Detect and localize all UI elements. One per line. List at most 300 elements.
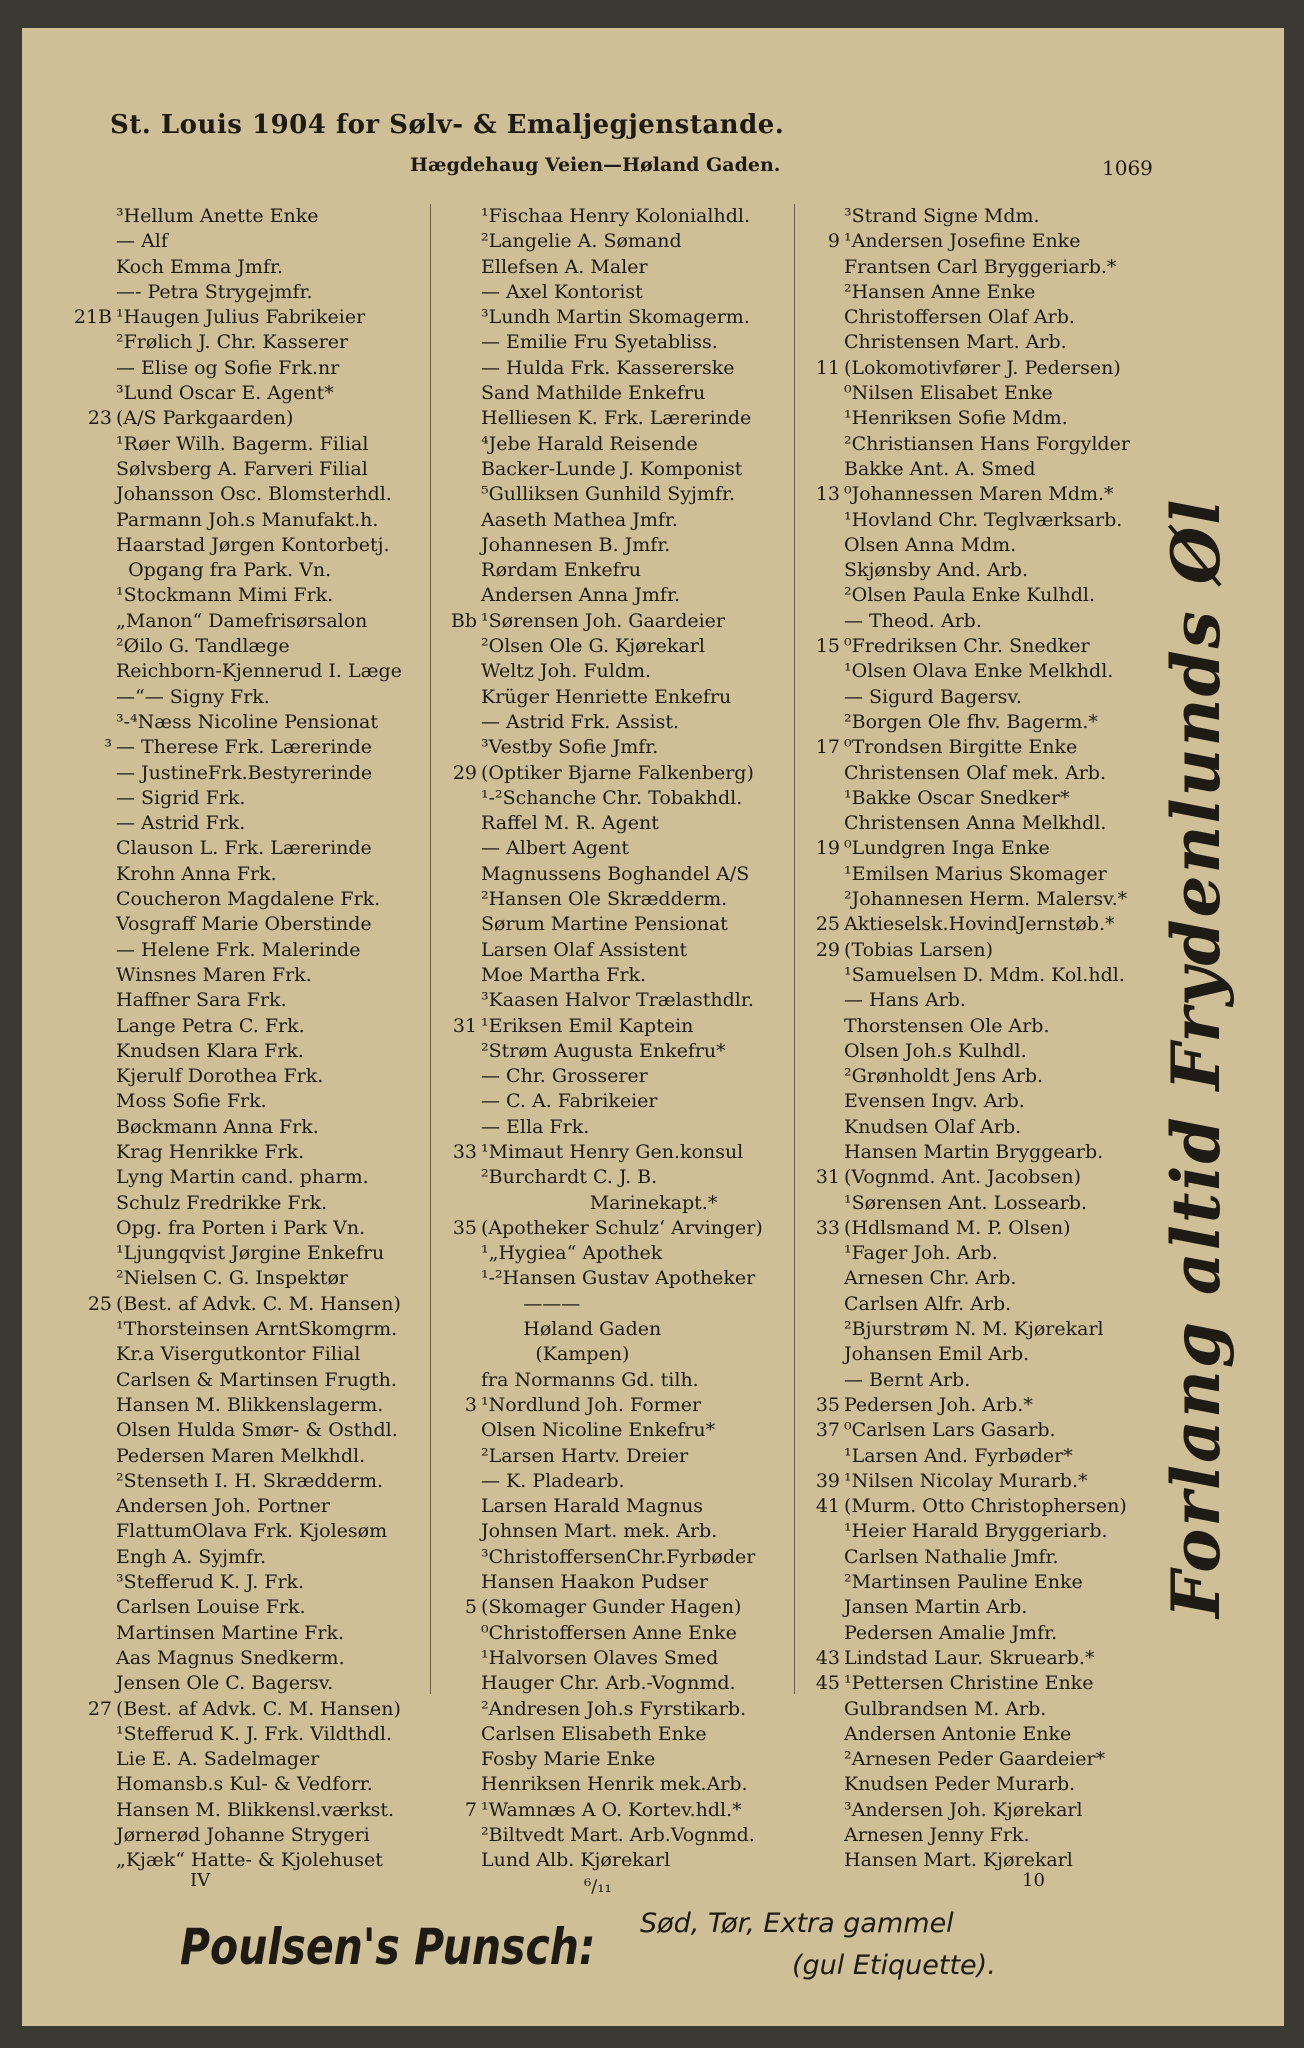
directory-entry	[780, 1292, 1160, 1317]
resident-text: FlattumOlava Frk. Kjolesøm	[116, 1520, 388, 1543]
directory-entry	[417, 1848, 819, 1873]
resident-text: Johnsen Mart. mek. Arb.	[481, 1520, 718, 1543]
directory-entry	[780, 1545, 1160, 1570]
resident-text: ²Johannesen Herm. Malersv.*	[844, 888, 1128, 911]
directory-entry	[417, 1671, 819, 1696]
resident-text: Ellefsen A. Maler	[481, 255, 648, 278]
directory-entry	[52, 1191, 452, 1216]
resident-text: ¹Bakke Oscar Snedker*	[844, 786, 1070, 809]
directory-entry	[780, 938, 1160, 963]
resident-text: Pedersen Amalie Jmfr.	[844, 1621, 1058, 1644]
resident-text: Andersen Antonie Enke	[844, 1722, 1072, 1745]
directory-entry	[780, 988, 1160, 1013]
directory-entry	[417, 229, 819, 254]
directory-entry	[52, 229, 452, 254]
resident-text: ³Lund Oscar E. Agent*	[116, 382, 334, 405]
directory-entry	[417, 609, 819, 634]
resident-text: — Ella Frk.	[481, 1115, 590, 1138]
footer-ad-brand: Poulsen's Punsch:	[180, 1918, 596, 1976]
directory-entry	[52, 1089, 452, 1114]
resident-text: Andersen Joh. Portner	[116, 1495, 330, 1518]
directory-entry	[417, 1165, 819, 1190]
directory-entry	[417, 204, 819, 229]
house-number: 33	[815, 1216, 840, 1239]
resident-text: ¹Olsen Olava Enke Melkhdl.	[844, 660, 1114, 683]
directory-entry	[52, 305, 452, 330]
directory-entry	[780, 457, 1160, 482]
page-number: 1069	[1102, 156, 1153, 180]
resident-text: ¹Sørensen Joh. Gaardeier	[481, 609, 726, 632]
directory-entry	[52, 583, 452, 608]
directory-entry	[780, 685, 1160, 710]
directory-entry	[780, 1266, 1160, 1291]
resident-text: Johannesen B. Jmfr.	[481, 533, 671, 556]
resident-text: Kr.a Visergutkontor Filial	[116, 1343, 361, 1366]
directory-entry	[417, 583, 819, 608]
directory-entry	[780, 1595, 1160, 1620]
resident-text: ⁰Trondsen Birgitte Enke	[844, 736, 1078, 759]
directory-entry	[780, 836, 1160, 861]
resident-text: — Alf	[116, 230, 168, 253]
resident-text: ²Larsen Hartv. Dreier	[481, 1444, 689, 1467]
directory-entry	[52, 280, 452, 305]
house-number: 21B	[73, 306, 112, 329]
resident-text: — Astrid Frk.	[116, 812, 246, 835]
directory-entry	[417, 1747, 819, 1772]
resident-text: Christoffersen Olaf Arb.	[844, 306, 1075, 329]
directory-entry	[417, 659, 819, 684]
directory-entry	[417, 1646, 819, 1671]
resident-text: ²Nielsen C. G. Inspektør	[116, 1267, 348, 1290]
directory-entry	[52, 330, 452, 355]
directory-entry	[780, 1216, 1160, 1241]
directory-entry	[52, 1064, 452, 1089]
resident-text: ⁰Fredriksen Chr. Snedker	[844, 635, 1090, 658]
directory-entry	[417, 862, 819, 887]
resident-text: ²Christiansen Hans Forgylder	[844, 432, 1130, 455]
resident-text: — Emilie Fru Syetabliss.	[481, 331, 718, 354]
resident-text: — Therese Frk. Lærerinde	[116, 736, 373, 759]
resident-text: (A/S Parkgaarden)	[116, 407, 294, 430]
resident-text: Krohn Anna Frk.	[116, 862, 277, 885]
resident-text: — Hans Arb.	[844, 989, 966, 1012]
resident-text: ¹Nilsen Nicolay Murarb.*	[844, 1469, 1088, 1492]
directory-entry	[52, 356, 452, 381]
resident-text: Jansen Martin Arb.	[844, 1596, 1028, 1619]
resident-text: Johansson Osc. Blomsterhdl.	[116, 483, 392, 506]
directory-entry	[52, 406, 452, 431]
directory-entry	[780, 634, 1160, 659]
directory-entry	[417, 887, 819, 912]
resident-text: (Skomager Gunder Hagen)	[481, 1596, 742, 1619]
resident-text: ¹-²Hansen Gustav Apotheker	[481, 1267, 756, 1290]
resident-text: — Chr. Grosserer	[481, 1065, 648, 1088]
directory-entry	[52, 634, 452, 659]
resident-text: Lie E. A. Sadelmager	[116, 1748, 320, 1771]
resident-text: —“— Signy Frk.	[116, 685, 270, 708]
house-number: 23	[87, 407, 112, 430]
resident-text: Carlsen & Martinsen Frugth.	[116, 1368, 397, 1391]
resident-text: ³Stefferud K. J. Frk.	[116, 1571, 305, 1594]
house-number: 9	[827, 230, 840, 253]
directory-entry	[417, 1444, 819, 1469]
resident-text: Christensen Mart. Arb.	[844, 331, 1067, 354]
resident-text: ⁴Jebe Harald Reisende	[481, 432, 698, 455]
resident-text: Knudsen Peder Murarb.	[844, 1773, 1076, 1796]
directory-entry	[52, 1342, 452, 1367]
resident-text: Magnussens Boghandel A/S	[481, 862, 750, 885]
directory-entry	[417, 811, 819, 836]
resident-text: — Theod. Arb.	[844, 609, 982, 632]
resident-text: ²Hansen Ole Skrædderm.	[481, 888, 728, 911]
resident-text: Opgang fra Park. Vn.	[116, 559, 332, 582]
directory-entry	[417, 1595, 819, 1620]
resident-text: Skjønsby And. Arb.	[844, 559, 1028, 582]
directory-entry	[417, 1140, 819, 1165]
directory-entry	[417, 1545, 819, 1570]
resident-text: Vosgraff Marie Oberstinde	[116, 913, 372, 936]
directory-entry	[780, 1697, 1160, 1722]
directory-entry	[417, 912, 819, 937]
resident-text: Hauger Chr. Arb.-Vognmd.	[481, 1672, 736, 1695]
resident-text: ¹Thorsteinsen ArntSkomgrm.	[116, 1318, 398, 1341]
resident-text: Christensen Olaf mek. Arb.	[844, 761, 1106, 784]
resident-text: ¹Hovland Chr. Teglværksarb.	[844, 508, 1123, 531]
resident-text: (Murm. Otto Christophersen)	[844, 1495, 1127, 1518]
directory-entry	[780, 609, 1160, 634]
directory-entry	[52, 1292, 452, 1317]
resident-text: — Sigurd Bagersv.	[844, 685, 1022, 708]
directory-entry	[417, 836, 819, 861]
resident-text: Thorstensen Ole Arb.	[844, 1014, 1050, 1037]
house-number: 3	[464, 1393, 477, 1416]
resident-text: Coucheron Magdalene Frk.	[116, 888, 381, 911]
resident-text: ²Grønholdt Jens Arb.	[844, 1065, 1044, 1088]
directory-entry	[417, 1494, 819, 1519]
house-number: 27	[87, 1697, 112, 1720]
directory-entry	[52, 1140, 452, 1165]
resident-text: Winsnes Maren Frk.	[116, 963, 312, 986]
directory-entry	[52, 685, 452, 710]
resident-text: —- Petra Strygejmfr.	[116, 280, 313, 303]
directory-entry	[52, 1115, 452, 1140]
resident-text: ¹Haugen Julius Fabrikeier	[116, 306, 366, 329]
house-number: 19	[815, 837, 840, 860]
resident-text: Krüger Henriette Enkefru	[481, 685, 732, 708]
resident-text: ³Strand Signe Mdm.	[844, 205, 1040, 227]
directory-column-3	[780, 204, 1160, 1874]
resident-text: ¹Stefferud K. J. Frk. Vildthdl.	[116, 1722, 392, 1745]
directory-entry	[52, 432, 452, 457]
directory-entry	[52, 508, 452, 533]
directory-entry	[780, 1191, 1160, 1216]
footmark-middle: ⁶/₁₁	[584, 1876, 612, 1897]
resident-text: Arnesen Chr. Arb.	[844, 1267, 1017, 1290]
directory-entry	[52, 482, 452, 507]
directory-entry	[780, 1772, 1160, 1797]
resident-text: ¹Emilsen Marius Skomager	[844, 862, 1107, 885]
directory-entry	[780, 533, 1160, 558]
resident-text: — Bernt Arb.	[844, 1368, 971, 1391]
resident-text: ¹Mimaut Henry Gen.konsul	[481, 1140, 744, 1163]
directory-entry	[780, 482, 1160, 507]
directory-entry	[780, 1039, 1160, 1064]
resident-text: ³-⁴Næss Nicoline Pensionat	[116, 710, 379, 733]
directory-entry	[780, 1798, 1160, 1823]
directory-entry	[780, 1519, 1160, 1544]
directory-entry	[417, 330, 819, 355]
resident-text: — Albert Agent	[481, 837, 630, 860]
directory-entry	[780, 255, 1160, 280]
resident-text: ²Arnesen Peder Gaardeier*	[844, 1748, 1106, 1771]
resident-text: (Apotheker Schulz‘ Arvinger)	[481, 1216, 763, 1239]
resident-text: ³Andersen Joh. Kjørekarl	[844, 1798, 1083, 1821]
resident-text: Bøckmann Anna Frk.	[116, 1115, 319, 1138]
resident-text: Carlsen Elisabeth Enke	[481, 1722, 707, 1745]
directory-entry	[52, 1772, 452, 1797]
resident-text: (Best. af Advk. C. M. Hansen)	[116, 1292, 401, 1315]
directory-entry	[52, 533, 452, 558]
directory-entry	[780, 1089, 1160, 1114]
resident-text: Johansen Emil Arb.	[844, 1343, 1030, 1366]
directory-entry	[52, 1014, 452, 1039]
resident-text: Moe Martha Frk.	[481, 963, 647, 986]
resident-text: Jørnerød Johanne Strygeri	[116, 1824, 370, 1846]
house-number: 35	[452, 1216, 477, 1239]
resident-text: Moss Sofie Frk.	[116, 1090, 267, 1113]
directory-entry	[52, 1494, 452, 1519]
directory-entry	[417, 255, 819, 280]
house-number: 13	[815, 483, 840, 506]
footer-ad-line-1: Sød, Tør, Extra gammel	[640, 1908, 954, 1939]
resident-text: — Sigrid Frk.	[116, 786, 246, 809]
directory-entry	[417, 381, 819, 406]
house-number: 43	[815, 1646, 840, 1669]
directory-entry	[417, 1191, 819, 1216]
resident-text: Knudsen Klara Frk.	[116, 1039, 304, 1062]
directory-entry	[417, 1368, 819, 1393]
directory-entry	[52, 1418, 452, 1443]
resident-text: Olsen Nicoline Enkefru*	[481, 1419, 716, 1442]
directory-entry	[780, 229, 1160, 254]
resident-text: (Hdlsmand M. P. Olsen)	[844, 1216, 1071, 1239]
directory-entry	[780, 305, 1160, 330]
directory-entry	[52, 811, 452, 836]
directory-entry	[417, 280, 819, 305]
resident-text: Arnesen Jenny Frk.	[844, 1824, 1030, 1846]
house-number: 45	[815, 1672, 840, 1695]
directory-entry	[52, 1519, 452, 1544]
resident-text: Hansen Haakon Pudser	[481, 1571, 709, 1594]
resident-text: ¹Larsen And. Fyrbøder*	[844, 1444, 1073, 1467]
directory-entry	[780, 1368, 1160, 1393]
resident-text: ²Borgen Ole fhv. Bagerm.*	[844, 710, 1098, 733]
resident-text: ¹Eriksen Emil Kaptein	[481, 1014, 694, 1037]
resident-text: Homansb.s Kul- & Vedforr.	[116, 1773, 373, 1796]
resident-text: Gulbrandsen M. Arb.	[844, 1697, 1047, 1720]
resident-text: Aktieselsk.HovindJernstøb.*	[844, 913, 1115, 936]
resident-text: Bakke Ant. A. Smed	[844, 457, 1036, 480]
directory-entry	[417, 356, 819, 381]
directory-entry	[780, 432, 1160, 457]
directory-entry	[52, 1697, 452, 1722]
resident-text: Clauson L. Frk. Lærerinde	[116, 837, 372, 860]
resident-text: Larsen Olaf Assistent	[481, 938, 688, 961]
directory-entry	[417, 1772, 819, 1797]
side-advertisement: Forlang altid Frydenlunds Øl	[1157, 497, 1235, 1618]
house-number: 39	[815, 1469, 840, 1492]
directory-entry	[780, 1646, 1160, 1671]
directory-entry	[52, 1646, 452, 1671]
resident-text: Aas Magnus Snedkerm.	[116, 1646, 345, 1669]
resident-text: (Vognmd. Ant. Jacobsen)	[844, 1166, 1081, 1189]
resident-text: ¹Samuelsen D. Mdm. Kol.hdl.	[844, 963, 1125, 986]
directory-entry	[417, 1570, 819, 1595]
directory-entry	[417, 735, 819, 760]
resident-text: Carlsen Louise Frk.	[116, 1596, 306, 1619]
directory-entry	[417, 1418, 819, 1443]
directory-entry	[780, 508, 1160, 533]
page-header-title: St. Louis 1904 for Sølv- & Emaljegjenstande.	[110, 110, 785, 140]
page-header-streets: Hægdehaug Veien—Høland Gaden.	[410, 154, 781, 176]
resident-text: ²Stenseth I. H. Skrædderm.	[116, 1469, 384, 1492]
resident-text: Høland Gaden	[481, 1318, 662, 1341]
resident-text: Krag Henrikke Frk.	[116, 1140, 305, 1163]
resident-text: ³Vestby Sofie Jmfr.	[481, 736, 659, 759]
resident-text: — C. A. Fabrikeier	[481, 1090, 658, 1113]
resident-text: Martinsen Martine Frk.	[116, 1621, 344, 1644]
resident-text: ²Biltvedt Mart. Arb.Vognmd.	[481, 1824, 755, 1846]
resident-text: Reichborn-Kjennerud I. Læge	[116, 660, 402, 683]
resident-text: ¹Halvorsen Olaves Smed	[481, 1646, 719, 1669]
house-number: 41	[815, 1495, 840, 1518]
directory-entry	[417, 1621, 819, 1646]
directory-entry	[52, 1671, 452, 1696]
directory-entry	[417, 457, 819, 482]
resident-text: ²Andresen Joh.s Fyrstikarb.	[481, 1697, 747, 1720]
resident-text: (Tobias Larsen)	[844, 938, 994, 961]
directory-entry	[52, 1722, 452, 1747]
resident-text: ²Frølich J. Chr. Kasserer	[116, 331, 349, 354]
resident-text: Kjerulf Dorothea Frk.	[116, 1065, 324, 1088]
resident-text: ³ChristoffersenChr.Fyrbøder	[481, 1545, 756, 1568]
directory-entry	[52, 558, 452, 583]
directory-entry	[52, 1393, 452, 1418]
resident-text: ¹„Hygiea“ Apothek	[481, 1242, 663, 1265]
resident-text: Lund Alb. Kjørekarl	[481, 1849, 671, 1872]
house-number: 25	[87, 1292, 112, 1315]
resident-text: Haffner Sara Frk.	[116, 989, 287, 1012]
resident-text: Engh A. Syjmfr.	[116, 1545, 267, 1568]
directory-entry	[780, 1444, 1160, 1469]
resident-text: Aaseth Mathea Jmfr.	[481, 508, 678, 531]
directory-entry	[417, 988, 819, 1013]
directory-entry	[417, 1115, 819, 1140]
resident-text: ⁵Gulliksen Gunhild Syjmfr.	[481, 483, 736, 506]
resident-text: — Astrid Frk. Assist.	[481, 710, 680, 733]
resident-text: Opg. fra Porten i Park Vn.	[116, 1216, 366, 1239]
directory-entry	[780, 963, 1160, 988]
directory-entry	[417, 1798, 819, 1823]
directory-entry	[52, 735, 452, 760]
directory-entry	[417, 533, 819, 558]
resident-text: Carlsen Nathalie Jmfr.	[844, 1545, 1059, 1568]
resident-text: ¹Fager Joh. Arb.	[844, 1242, 998, 1265]
directory-entry	[52, 862, 452, 887]
directory-entry	[780, 356, 1160, 381]
directory-entry	[52, 1570, 452, 1595]
house-number: ³	[104, 736, 112, 759]
directory-entry	[780, 1064, 1160, 1089]
directory-entry	[52, 1595, 452, 1620]
house-number: 33	[452, 1140, 477, 1163]
resident-text: — Helene Frk. Malerinde	[116, 938, 361, 961]
resident-text: Backer-Lunde J. Komponist	[481, 457, 743, 480]
resident-text: ⁰Nilsen Elisabet Enke	[844, 382, 1053, 405]
resident-text: ¹Røer Wilh. Bagerm. Filial	[116, 432, 369, 455]
resident-text: Henriksen Henrik mek.Arb.	[481, 1773, 748, 1796]
directory-entry	[780, 659, 1160, 684]
resident-text: — K. Pladearb.	[481, 1469, 625, 1492]
directory-entry	[780, 558, 1160, 583]
resident-text: ¹Stockmann Mimi Frk.	[116, 584, 334, 607]
directory-entry	[52, 710, 452, 735]
resident-text: Sørum Martine Pensionat	[481, 913, 728, 936]
resident-text: Lange Petra C. Frk.	[116, 1014, 305, 1037]
directory-entry	[780, 280, 1160, 305]
directory-entry	[417, 685, 819, 710]
resident-text: Marinekapt.*	[481, 1191, 718, 1214]
directory-entry	[52, 1444, 452, 1469]
resident-text: ³Lundh Martin Skomagerm.	[481, 306, 750, 329]
resident-text: Pedersen Joh. Arb.*	[844, 1393, 1033, 1416]
resident-text: Sand Mathilde Enkefru	[481, 382, 706, 405]
resident-text: ¹Wamnæs A O. Kortev.hdl.*	[481, 1798, 742, 1821]
resident-text: Fosby Marie Enke	[481, 1748, 656, 1771]
directory-entry	[52, 1368, 452, 1393]
resident-text: fra Normanns Gd. tilh.	[481, 1368, 699, 1391]
directory-entry	[52, 887, 452, 912]
resident-text: Rørdam Enkefru	[481, 559, 641, 582]
resident-text: ⁰Lundgren Inga Enke	[844, 837, 1050, 860]
directory-entry	[780, 1469, 1160, 1494]
resident-text: — JustineFrk.Bestyrerinde	[116, 761, 373, 784]
resident-text: Olsen Anna Mdm.	[844, 533, 1017, 556]
resident-text: Larsen Harald Magnus	[481, 1495, 704, 1518]
resident-text: ¹Henriksen Sofie Mdm.	[844, 407, 1068, 430]
directory-entry	[780, 786, 1160, 811]
resident-text: Knudsen Olaf Arb.	[844, 1115, 1022, 1138]
directory-entry	[52, 1241, 452, 1266]
directory-entry	[417, 963, 819, 988]
directory-entry	[52, 938, 452, 963]
directory-entry	[52, 786, 452, 811]
house-number: 11	[815, 356, 840, 379]
directory-entry	[780, 1241, 1160, 1266]
resident-text: — Hulda Frk. Kassererske	[481, 356, 735, 379]
resident-text: (Optiker Bjarne Falkenberg)	[481, 761, 754, 784]
directory-entry	[52, 1848, 452, 1873]
resident-text: Jensen Ole C. Bagersv.	[116, 1672, 334, 1695]
directory-entry	[417, 1823, 819, 1848]
directory-entry	[417, 1039, 819, 1064]
directory-entry	[417, 1342, 819, 1367]
resident-text: „Manon“ Damefrisørsalon	[116, 609, 368, 632]
resident-text: Evensen Ingv. Arb.	[844, 1090, 1025, 1113]
resident-text: ²Martinsen Pauline Enke	[844, 1571, 1083, 1594]
footmark-right: 10	[1022, 1870, 1045, 1891]
directory-entry	[417, 1697, 819, 1722]
